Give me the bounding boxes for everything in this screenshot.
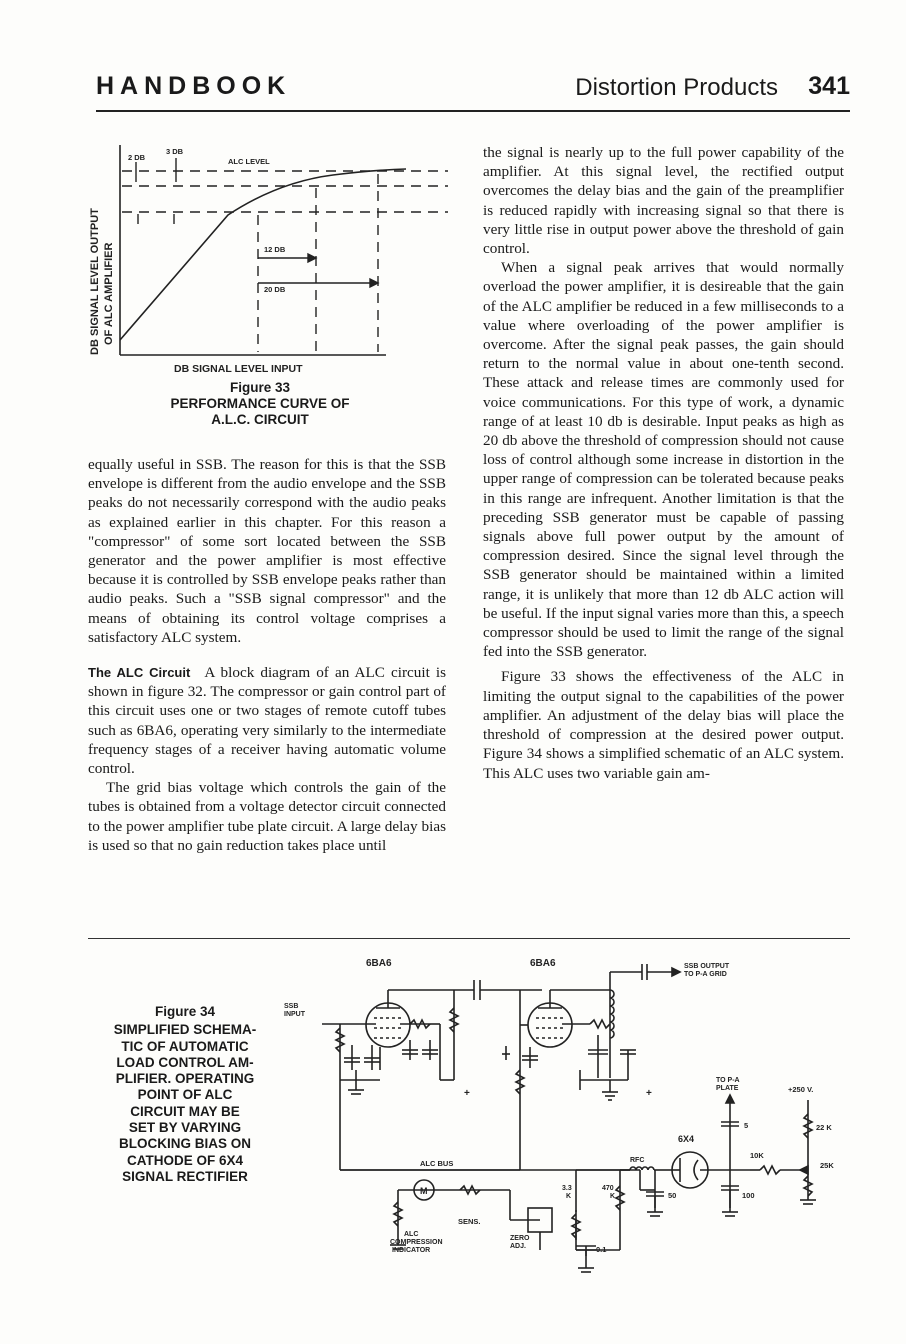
r25k-label: 25K [820,1161,834,1170]
figure-divider [88,938,850,939]
meter-label: M [420,1186,428,1196]
cap-50-label: 50 [668,1191,677,1200]
r10k-label: 10K [750,1151,764,1160]
plus-sign: + [646,1088,652,1099]
fig33-12db-label: 12 DB [264,245,286,254]
paragraph: equally useful in SSB. The reason for this is that the SSB envelope is different from the audio envelope and the SSB peaks do not necessarily correspond with the audio peaks as explained earlier in this chapter. For this reason a "compressor" of some sort located between the SSB generator and the power amplifier is most effective because it is controlled by SSB envelope peaks rather than audio peaks. Such a "SSB signal compressor" and the means of obtaining its control voltage comprises a satisfactory ALC system. [88,456,446,646]
to-pa-label: TO P-A [716,1077,740,1084]
paragraph: When a signal peak arrives that would normally overload the power amplifier, it is desireable that the gain of the ALC amplifier be reduced in a few milliseconds to a value where overloading of the power amplifier is overcome. After the signal peak passes, the gain should return to the normal value in about one-tenth second. These attack and release times are commonly used for voice communications. For this type of work, a dynamic range of at least 10 db is desirable. Input peaks as high as 20 db above the threshold of compression should not cause loss of control although some increase in distortion in the upper range of compression can be tolerated because peaks in this range are infrequent. Another limitation is that the preceding SSB generator must be capable of passing signals above full power output by the amount of compression desired. Since the signal level through the SSB generator should be maintained within a limited range, it is unlikely that more than 12 db ALC action will be useful. If the input signal varies more than this, a speech compressor should be used to limit the range of the signal fed into the SSB generator. [483,259,844,661]
page-header [96,70,850,110]
zero-adj-label: ZERO [510,1235,530,1242]
paragraph: the signal is nearly up to the full power capability of the amplifier. At this signal level, the rectified output overcomes the delay bias and the gain of the preamplifier is reduced rapidly with increasing signal so that there is very little rise in output power above the threshold of gain control. [483,144,844,258]
left-column [88,455,446,855]
header-rule [96,110,850,112]
paragraph-text: A block diagram of an ALC circuit is shown in figure 32. The compressor or gain control part of this circuit uses one or two stages of remote cutoff tubes such as 6BA6, operating very similarly to the intermediate frequency stages of a receiver having automatic volume control. [88,664,446,778]
sens-label: SENS. [458,1217,481,1226]
figure34-caption-line: LOAD CONTROL AM- [116,1054,254,1070]
section-heading: The ALC Circuit [88,665,191,681]
fig33-2db-label: 2 DB [128,153,146,162]
figure34-caption-line: CATHODE OF 6X4 [126,1152,243,1168]
tube2-symbol [528,1003,572,1047]
tube2-label: 6BA6 [530,958,556,969]
paragraph: The grid bias voltage which controls the gain of the tubes is obtained from a voltage detector circuit connected to the power amplifier tube plate circuit. A large delay bias is used so that no gain reduction takes place until [88,779,446,854]
figure34-schematic [280,950,860,1290]
page-number: 341 [808,72,850,100]
zero-adj-label: ADJ. [510,1243,526,1250]
indicator-label: COMPRESSION [390,1239,443,1246]
paragraph: Figure 33 shows the effectiveness of the ALC in limiting the output signal to the capabilities of the power amplifier. An adjustment of the delay bias will place the threshold of compression at the desired power output. Figure 34 shows a simplified schematic of an ALC system. This ALC uses two variable gain am- [483,668,844,782]
plus-sign: + [464,1088,470,1099]
fig33-x-label: DB SIGNAL LEVEL INPUT [174,363,303,375]
figure33-number: Figure 33 [229,380,291,395]
fig33-alc-level-label: ALC LEVEL [228,157,270,166]
r470k-label: 470 [602,1185,614,1192]
fig33-3db-label: 3 DB [166,147,184,156]
figure33-caption-line: A.L.C. CIRCUIT [211,412,309,427]
figure34-caption-line: BLOCKING BIAS ON [118,1136,251,1152]
ssb-output-label: SSB OUTPUT [684,963,730,970]
figure34-caption-line: POINT OF ALC [137,1087,233,1103]
tube1-symbol [366,1003,410,1047]
section-paragraph [88,663,446,778]
figure34-caption-line: SIGNAL RECTIFIER [122,1168,248,1184]
figure34-caption-line: PLIFIER. OPERATING [115,1071,255,1087]
cap-5-label: 5 [744,1121,749,1130]
figure34-caption-line: CIRCUIT MAY BE [130,1103,240,1119]
figure33-graph [78,140,458,375]
cap-100-label: 100 [742,1191,755,1200]
figure34-caption-line: TIC OF AUTOMATIC [121,1038,249,1054]
r470k-unit: K [610,1193,616,1200]
r33k-unit: K [566,1193,572,1200]
ssb-input-label: SSB [284,1003,299,1010]
figure34-caption-line: SIMPLIFIED SCHEMA- [113,1022,257,1038]
figure34-caption-line: SET BY VARYING [128,1120,242,1136]
figure34-number: Figure 34 [154,1004,216,1019]
alc-bus-label: ALC BUS [420,1159,454,1168]
r22k-label: 22 K [816,1123,832,1132]
ssb-output-label: TO P-A GRID [684,971,727,978]
fig33-20db-label: 20 DB [264,285,286,294]
cap-01-label: 0.1 [596,1245,607,1254]
to-pa-label: PLATE [716,1085,739,1092]
indicator-label: INDICATOR [392,1247,431,1254]
tube1-label: 6BA6 [366,958,392,969]
figure33-caption [110,380,410,428]
book-title: HANDBOOK [96,72,292,100]
figure33-caption-line: PERFORMANCE CURVE OF [170,396,350,411]
figure34-caption [90,1004,280,1185]
rfc-label: RFC [630,1157,645,1164]
fig33-y-label-1: DB SIGNAL LEVEL OUTPUT [89,208,101,355]
ssb-input-label: INPUT [284,1011,305,1018]
fig33-y-label-2: OF ALC AMPLIFIER [103,242,115,345]
r33k-label: 3.3 [562,1185,572,1192]
section-title: Distortion Products [575,74,778,101]
fig33-curve [120,169,406,340]
right-column [483,143,844,783]
rectifier-label: 6X4 [678,1134,695,1144]
b-plus-label: +250 V. [788,1085,814,1094]
indicator-label: ALC [404,1231,419,1238]
